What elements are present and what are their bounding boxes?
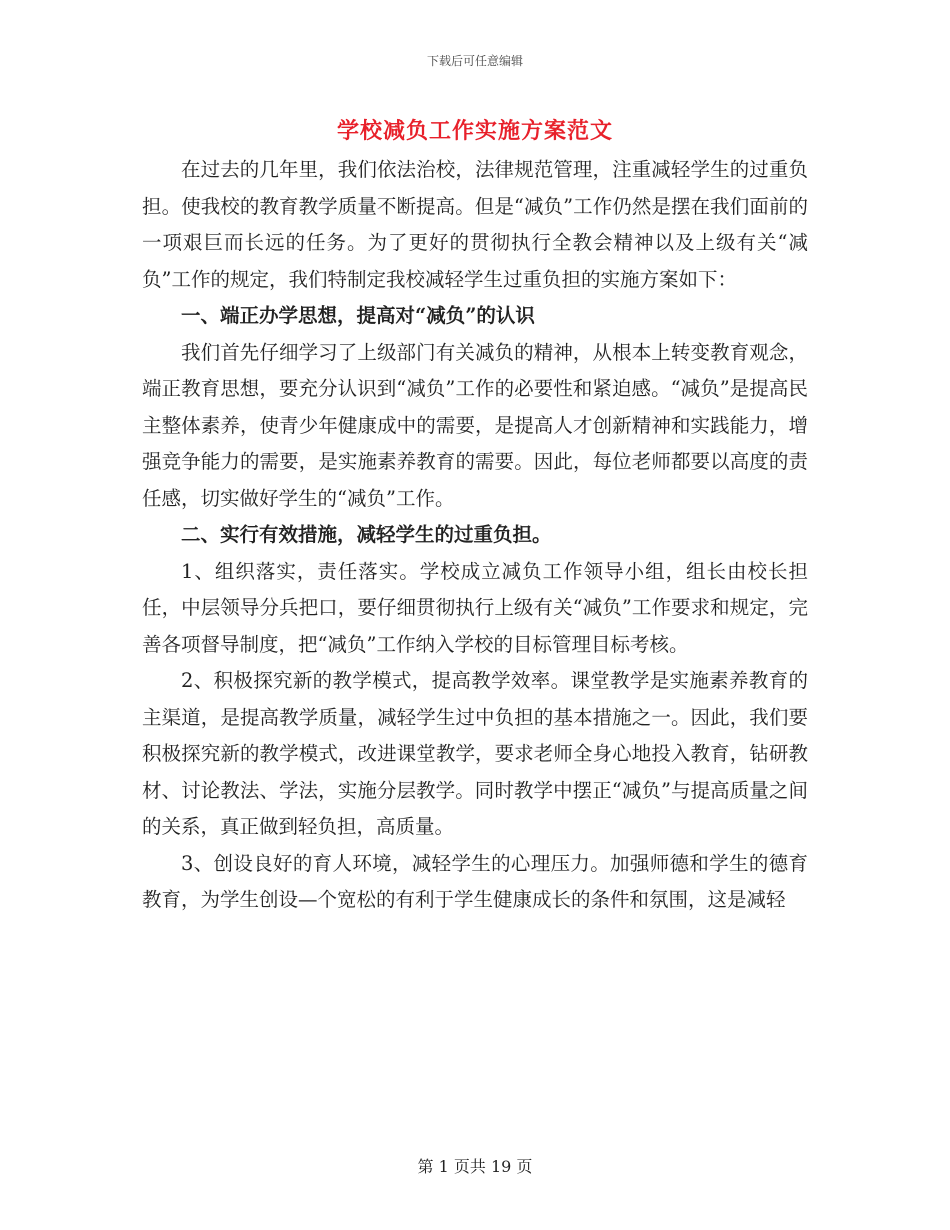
- paragraph-item-2: 2、积极探究新的教学模式，提高教学效率。课堂教学是实施素养教育的主渠道，是提高教学质量，减轻学生过中负担的基本措施之一。因此，我们要积极探究新的教学模式，改进课堂教学，要求老师全身心地投入教育，钻研教材、讨论教法、学法，实施分层教学。同时教学中摆正“减负”与提高质量之间的关系，真正做到轻负担，高质量。: [142, 669, 808, 838]
- paragraph-item-1: 1、组织落实，责任落实。学校成立减负工作领导小组，组长由校长担任，中层领导分兵把口，要仔细贯彻执行上级有关“减负”工作要求和规定，完善各项督导制度，把“减负”工作纳入学校的目标管理目标考核。: [142, 559, 808, 656]
- section-heading-1: 一、端正办学思想，提高对“减负”的认识: [181, 304, 535, 327]
- section-heading-2: 二、实行有效措施，减轻学生的过重负担。: [181, 523, 552, 546]
- header-note: 下载后可任意编辑: [426, 54, 523, 68]
- document-body: [142, 152, 808, 919]
- document-title: 学校减负工作实施方案范文: [336, 118, 613, 144]
- paragraph-item-3: 3、创设良好的育人环境，减轻学生的心理压力。加强师德和学生的德育教育，为学生创设—个宽松的有利于学生健康成长的条件和氛围，这是减轻: [142, 851, 808, 911]
- page-footer: 第 1 页共 19 页: [417, 1157, 533, 1176]
- paragraph-intro: 在过去的几年里，我们依法治校，法律规范管理，注重减轻学生的过重负担。使我校的教育教学质量不断提高。但是“减负”工作仍然是摆在我们面前的一项艰巨而长远的任务。为了更好的贯彻执行全教会精神以及上级有关“减负”工作的规定，我们特制定我校减轻学生过重负担的实施方案如下：: [142, 158, 808, 291]
- paragraph-section-1: 我们首先仔细学习了上级部门有关减负的精神，从根本上转变教育观念，端正教育思想，要充分认识到“减负”工作的必要性和紧迫感。“减负”是提高民主整体素养，使青少年健康成中的需要，是提高人才创新精神和实践能力，增强竞争能力的需要，是实施素养教育的需要。因此，每位老师都要以高度的责任感，切实做好学生的“减负”工作。: [142, 340, 808, 510]
